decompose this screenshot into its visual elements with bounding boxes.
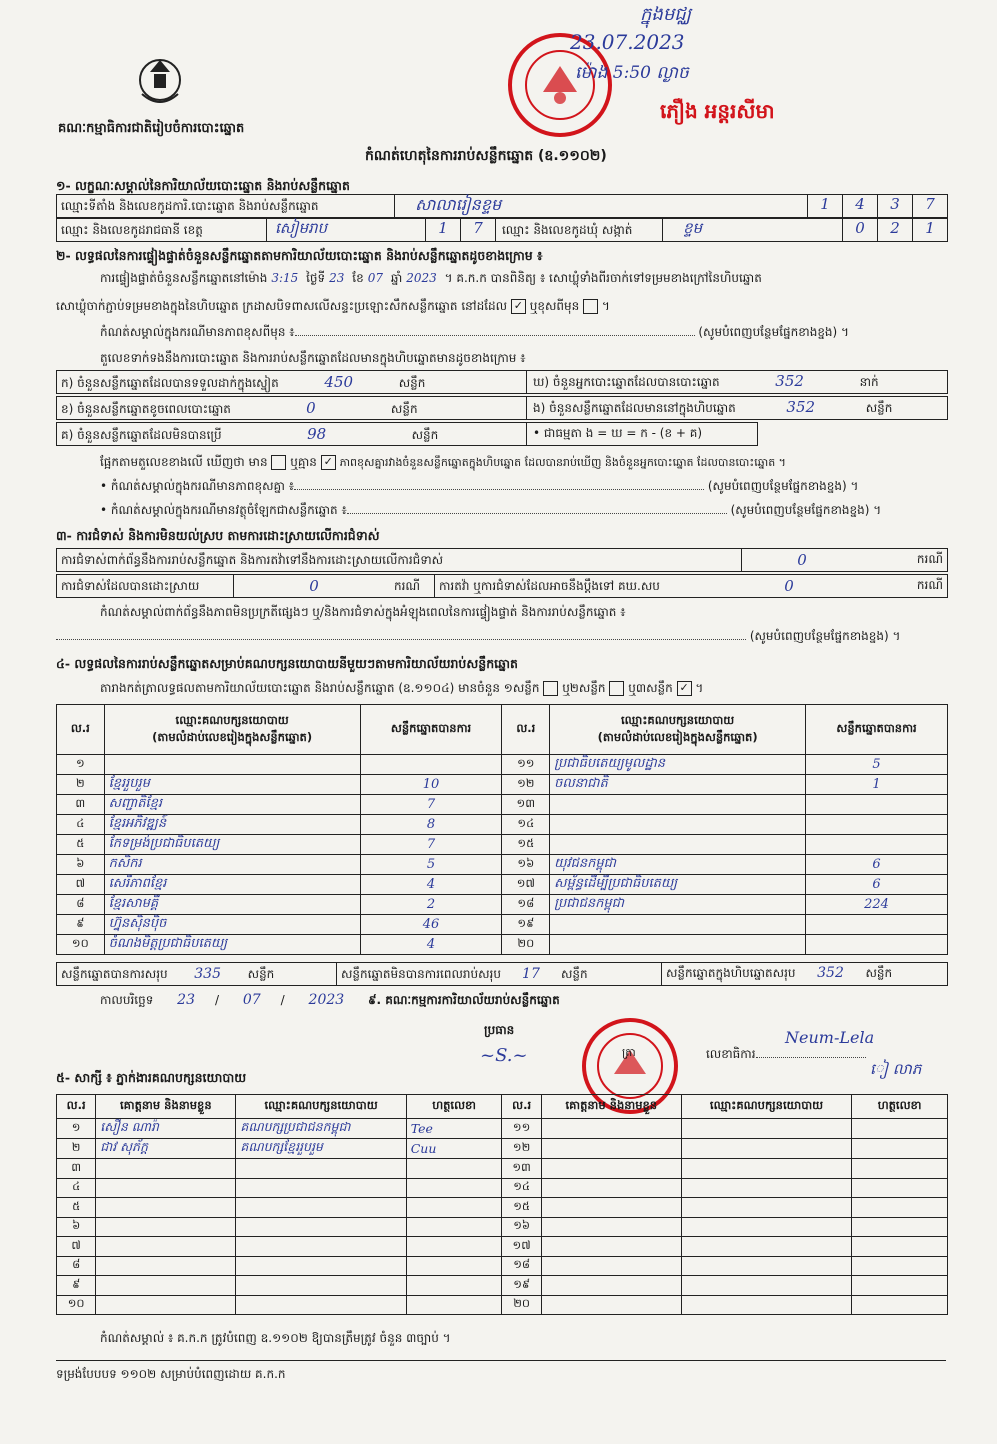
commission-name: គណៈកម្មាធិការជាតិរៀបចំការបោះឆ្នោត <box>58 121 245 136</box>
section3-title: ៣- ការជំទាស់ និងការមិនយល់ស្រប តាមការដោះស្រាយលើការជំទាស់ <box>56 528 380 543</box>
witness-name <box>541 1119 681 1139</box>
nec-logo <box>128 50 192 114</box>
row-kh: ខ) ចំនួនសន្លឹកឆ្នោតខូចពេលបោះឆ្នោត 0 សន្លឹក ង) ចំនួនសន្លឹកឆ្នោតដែលមាននៅក្នុងហិបឆ្នោត 352 សន្លឹក <box>56 396 948 420</box>
witness-signature <box>852 1276 948 1296</box>
party-no: ១៤ <box>502 815 550 835</box>
party-votes: 7 <box>360 835 502 855</box>
witness-name <box>541 1237 681 1257</box>
s2-line2: សោឃ្លុំចាក់ភ្ជាប់ទម្រមខាងក្នុងនៃហិបឆ្នោត ក្រដាសបិទពាសលើសន្ទះប្រឡោះសឹកសន្លឹកឆ្នោត នៅដដែល ✓ ឬខុសពីមុន ។ <box>56 299 610 313</box>
witness-party <box>236 1178 406 1198</box>
party-name: ខ្មែររួបរួម <box>104 775 360 795</box>
unchanged-checkbox[interactable]: ✓ <box>511 299 526 314</box>
witness-party <box>236 1295 406 1315</box>
stamp-date: 23.07.2023 <box>570 30 685 54</box>
result-row <box>57 815 948 835</box>
province-value: សៀមរាប <box>275 219 328 237</box>
witness-signature <box>406 1217 502 1237</box>
party-votes: 6 <box>806 875 948 895</box>
witness-signature: Cuu <box>406 1139 502 1159</box>
result-row <box>57 935 948 955</box>
party-votes: 5 <box>360 855 502 875</box>
witness-name <box>96 1217 236 1237</box>
party-votes <box>806 795 948 815</box>
party-votes: 8 <box>360 815 502 835</box>
witness-no: ១៧ <box>502 1237 541 1257</box>
stamp-time: ម៉ោង 5:50 ល្ងាច <box>575 63 689 83</box>
witness-signature <box>406 1159 502 1179</box>
party-name: ចំណងមិត្តប្រជាធិបតេយ្យ <box>104 935 360 955</box>
section1-title: ១- លក្ខណៈសម្គាល់នៃការិយាល័យបោះឆ្នោត និងរាប់សន្លឹកឆ្នោត <box>56 178 350 193</box>
witness-signature <box>852 1139 948 1159</box>
witness-name <box>96 1178 236 1198</box>
witness-row <box>57 1295 948 1315</box>
form-title: កំណត់ហេតុនៃការរាប់សន្លឹកឆ្នោត (ឧ.១១០២) <box>365 148 607 164</box>
party-name <box>550 835 806 855</box>
witness-no: ៦ <box>57 1217 96 1237</box>
party-no: ១៦ <box>502 855 550 875</box>
party-votes <box>806 815 948 835</box>
s3-note-fill: (សូមបំពេញបន្ថែមផ្នែកខាងខ្នង) ។ <box>56 628 900 646</box>
witness-no: ១៤ <box>502 1178 541 1198</box>
total-box: 352 <box>817 965 844 981</box>
ng-value: 352 <box>775 372 804 390</box>
witness-no: ២ <box>57 1139 96 1159</box>
s3-r1-value: 0 <box>797 551 807 569</box>
witness-no: ៤ <box>57 1178 96 1198</box>
witness-name: សឿន ណារ៉ា <box>96 1119 236 1139</box>
party-votes <box>806 835 948 855</box>
ch-value: 352 <box>786 398 816 416</box>
party-no: ១៥ <box>502 835 550 855</box>
party-no: ៤ <box>57 815 105 835</box>
party-name <box>550 795 806 815</box>
party-no: ១០ <box>57 935 105 955</box>
party-votes: 46 <box>360 915 502 935</box>
s4-intro: តារាងកត់ត្រាលទ្ធផលតាមការិយាល័យបោះឆ្នោត និងរាប់សន្លឹកឆ្នោត (ឧ.១១០៤) មានចំនួន ១សន្លឹក ឬ២សន្លឹក ឬ៣សន្លឹក ✓ ។ <box>100 681 704 695</box>
party-no: ១២ <box>502 775 550 795</box>
commune-label: ឈ្មោះ និងលេខកូដឃុំ សង្កាត់ <box>496 219 663 241</box>
row-g: គ) ចំនួនសន្លឹកឆ្នោតដែលមិនបានប្រើ 98 សន្លឹក • ជាធម្មតា ង = ឃ = ក - (ខ + គ) <box>56 422 758 446</box>
no-diff-checkbox[interactable]: ✓ <box>321 455 336 470</box>
witness-signature <box>852 1119 948 1139</box>
witness-name <box>541 1159 681 1179</box>
witness-signature <box>406 1276 502 1296</box>
witness-row <box>57 1178 948 1198</box>
witness-signature <box>852 1178 948 1198</box>
witness-row <box>57 1119 948 1139</box>
total-valid: 335 <box>194 966 221 982</box>
g-value: 98 <box>307 425 327 443</box>
witness-signature <box>406 1178 502 1198</box>
witness-party <box>681 1237 851 1257</box>
witness-name <box>96 1295 236 1315</box>
witness-no: ១០ <box>57 1295 96 1315</box>
party-votes <box>806 935 948 955</box>
witness-party <box>236 1256 406 1276</box>
party-name: ខ្មែរអភិវឌ្ឍន៍ <box>104 815 360 835</box>
witness-no: ១៦ <box>502 1217 541 1237</box>
witness-party <box>236 1276 406 1296</box>
party-votes: 224 <box>806 895 948 915</box>
result-row <box>57 915 948 935</box>
party-no: ៩ <box>57 915 105 935</box>
party-votes: 10 <box>360 775 502 795</box>
party-name <box>550 815 806 835</box>
witness-signature <box>852 1159 948 1179</box>
kh-value: 0 <box>306 399 316 417</box>
witness-party: គណបក្សប្រជាជនកម្ពុជា <box>236 1119 406 1139</box>
stamp-note: ក្នុងមជ្ឈ <box>640 4 692 25</box>
witness-party <box>681 1159 851 1179</box>
s2-line1: ការផ្ទៀងផ្ទាត់ចំនួនសន្លឹកឆ្នោតនៅម៉ោង 3:15 ថ្ងៃទី 23 ខែ 07 ឆ្នាំ 2023 ។ គ.ក.ក បានពិនិត្យ ៖ សោឃ្លុំទាំងពីរចាក់ទៅទម្រមខាងក្រៅនៃហិបឆ្នោត <box>100 271 762 285</box>
divider <box>56 1360 946 1361</box>
party-no: ៣ <box>57 795 105 815</box>
witness-signature <box>852 1198 948 1218</box>
witness-no: ៣ <box>57 1159 96 1179</box>
witness-no: ១៣ <box>502 1159 541 1179</box>
party-name: សញ្ជាតិខ្មែរ <box>104 795 360 815</box>
witness-signature <box>852 1217 948 1237</box>
s2-intro: តួលេខទាក់ទងនឹងការបោះឆ្នោត និងការរាប់សន្លឹកឆ្នោតដែលមានក្នុងហិបឆ្នោតមានដូចខាងក្រោម ៖ <box>100 351 526 365</box>
witness-party <box>236 1198 406 1218</box>
section2-title: ២- លទ្ធផលនៃការផ្ទៀងផ្ទាត់ចំនួនសន្លឹកឆ្នោតតាមការិយាល័យបោះឆ្នោត និងរាប់សន្លឹកឆ្នោតដូចខាងក្រោម ៖ <box>56 248 543 263</box>
chair-signature: ~S.~ <box>480 1045 528 1066</box>
k-value: 450 <box>324 373 354 391</box>
witness-name <box>96 1198 236 1218</box>
witness-name <box>541 1198 681 1218</box>
witness-no: ១២ <box>502 1139 541 1159</box>
province-label: ឈ្មោះ និងលេខកូដរាជធានី ខេត្ត <box>57 219 267 241</box>
witness-party <box>681 1178 851 1198</box>
party-name <box>550 915 806 935</box>
result-row <box>57 855 948 875</box>
result-row <box>57 875 948 895</box>
witness-name <box>541 1217 681 1237</box>
s1-row1 <box>56 194 948 218</box>
s2-note1: កំណត់សម្គាល់ក្នុងករណីមានភាពខុសពីមុន ៖ (សូមបំពេញបន្ថែមផ្នែកខាងខ្នង) ។ <box>100 325 849 339</box>
result-row <box>57 795 948 815</box>
secretary-name: ៀ លាភ <box>870 1060 922 1078</box>
witness-no: ៥ <box>57 1198 96 1218</box>
party-no: ១៨ <box>502 895 550 915</box>
result-row <box>57 775 948 795</box>
witness-no: ២០ <box>502 1295 541 1315</box>
witness-party <box>681 1198 851 1218</box>
witness-signature <box>406 1295 502 1315</box>
witness-party <box>681 1119 851 1139</box>
witness-row <box>57 1237 948 1257</box>
witness-name <box>541 1178 681 1198</box>
two-sheet-checkbox[interactable] <box>609 681 624 696</box>
witness-row <box>57 1276 948 1296</box>
stamp-label: ត្រា <box>622 1046 636 1059</box>
formula: • ជាធម្មតា ង = ឃ = ក - (ខ + គ) <box>533 426 703 440</box>
secretary-signature: Neum-Lela <box>785 1028 875 1047</box>
party-name: កែទម្រង់ប្រជាធិបតេយ្យ <box>104 835 360 855</box>
witness-party <box>681 1139 851 1159</box>
total-invalid: 17 <box>522 966 540 982</box>
party-no: ១ <box>57 755 105 775</box>
party-no: ១១ <box>502 755 550 775</box>
stamp-name: ភឿង អន្តរសីមា <box>660 99 775 123</box>
s2-check: ផ្អែកតាមតួលេខខាងលើ ឃើញថា មាន ឬគ្មាន ✓ ភាពខុសគ្នារវាងចំនួនសន្លឹកឆ្នោតក្នុងហិបឆ្នោត ដែលបានរាប់ឃើញ និងចំនួនអ្នកបោះឆ្នោត ដែលបានបោះឆ្នោត ។ <box>100 455 786 469</box>
section4-title: ៤- លទ្ធផលនៃការរាប់សន្លឹកឆ្នោតសម្រាប់គណបក្សនយោបាយនីមួយៗតាមការិយាល័យរាប់សន្លឹកឆ្នោត <box>56 656 518 671</box>
witness-row <box>57 1139 948 1159</box>
witness-no: ១៨ <box>502 1256 541 1276</box>
witness-no: ១ <box>57 1119 96 1139</box>
footnote: កំណត់សម្គាល់ ៖ គ.ក.ក ត្រូវបំពេញ ឧ.១១០២ ឱ្យបានត្រឹមត្រូវ ចំនួន ៣ច្បាប់ ។ <box>100 1331 451 1345</box>
witness-party <box>236 1237 406 1257</box>
witness-name <box>96 1276 236 1296</box>
witness-name <box>541 1139 681 1159</box>
s1-row2: ឈ្មោះ និងលេខកូដរាជធានី ខេត្ត សៀមរាប 1 7 ឈ្មោះ និងលេខកូដឃុំ សង្កាត់ ខ្ទម 0 2 1 <box>56 218 948 242</box>
party-no: ២ <box>57 775 105 795</box>
witness-party <box>681 1256 851 1276</box>
has-diff-checkbox[interactable] <box>271 455 286 470</box>
results-table: ល.រ ឈ្មោះគណបក្សនយោបាយ (តាមលំដាប់លេខរៀងក្នុងសន្លឹកឆ្នោត) សន្លឹកឆ្នោតបានការ ល.រ ឈ្មោះគណបក្សនយោបាយ (តាមលំដាប់លេខរៀងក្នុងសន្លឹកឆ្នោត) សន្លឹកឆ្នោតបានការ ១ ១១ ប្រជាធិបតេយ្យមូលដ្ឋាន 5 ២ ខ្មែររួបរួម 10 ១២ ចលនាជាតិ 1 ៣ សញ្ជាតិខ្មែរ 7 ១៣ ៤ ខ្មែរអភិវឌ្ឍន៍ 8 ១៤ ៥ កែទម្រង់ប្រជាធិបតេយ្យ 7 ១៥ ៦ កសិករ 5 ១៦ យុវជនកម្ពុជា 6 ៧ សេរីភាពខ្មែរ 4 ១៧ សម្ព័ន្ធដើម្បីប្រជាធិបតេយ្យ 6 ៨ ខ្មែរសាមគ្គី 2 ១៨ ប្រជាជនកម្ពុជា 224 ៩ ហ្វ៊ុនស៊ិនប៉ិច 46 ១៩ ១០ ចំណងមិត្តប្រជាធិបតេយ្យ 4 ២០ <box>56 704 948 955</box>
witness-signature <box>852 1237 948 1257</box>
witness-signature <box>406 1237 502 1257</box>
witness-no: ១៥ <box>502 1198 541 1218</box>
location-value: សាលារៀនខ្ទម <box>415 195 502 214</box>
witness-name: ជាវ សុភ័ក្ត <box>96 1139 236 1159</box>
witness-name <box>96 1256 236 1276</box>
party-name: ហ្វ៊ុនស៊ិនប៉ិច <box>104 915 360 935</box>
witness-row <box>57 1159 948 1179</box>
s3-r3-value: 0 <box>784 577 794 595</box>
party-name: កសិករ <box>104 855 360 875</box>
party-name <box>104 755 360 775</box>
location-code: 1 4 3 7 <box>807 195 947 217</box>
party-name: ខ្មែរសាមគ្គី <box>104 895 360 915</box>
witness-signature: Tee <box>406 1119 502 1139</box>
s2-note3: • កំណត់សម្គាល់ក្នុងករណីមានវត្ថុចំឡែកជាសន្លឹកឆ្នោត ៖ (សូមបំពេញបន្ថែមផ្នែកខាងខ្នង) ។ <box>100 503 882 517</box>
witness-signature <box>406 1198 502 1218</box>
party-no: ១៩ <box>502 915 550 935</box>
witness-name <box>96 1237 236 1257</box>
party-name <box>550 935 806 955</box>
witness-row <box>57 1198 948 1218</box>
party-no: ១៣ <box>502 795 550 815</box>
party-no: ១៧ <box>502 875 550 895</box>
s1-row1-label: ឈ្មោះទីតាំង និងលេខកូដការិ.បោះឆ្នោត និងរាប់សន្លឹកឆ្នោត <box>57 195 395 217</box>
result-row <box>57 835 948 855</box>
party-name: យុវជនកម្ពុជា <box>550 855 806 875</box>
party-no: ៦ <box>57 855 105 875</box>
party-votes: 2 <box>360 895 502 915</box>
party-votes: 6 <box>806 855 948 875</box>
party-votes <box>806 915 948 935</box>
result-row <box>57 755 948 775</box>
party-no: ៥ <box>57 835 105 855</box>
party-name: ប្រជាជនកម្ពុជា <box>550 895 806 915</box>
totals-row: សន្លឹកឆ្នោតបានការសរុប 335 សន្លឹក សន្លឹកឆ្នោតមិនបានការពេលរាប់សរុប 17 សន្លឹក សន្លឹកឆ្នោតក្នុងហិបឆ្នោតសរុប 352 សន្លឹក <box>56 962 948 986</box>
s3-row1: ការជំទាស់ពាក់ព័ន្ធនឹងការរាប់សន្លឹកឆ្នោត និងការតវ៉ាទៅនឹងការដោះស្រាយលើការជំទាស់ 0 ករណី <box>56 548 948 572</box>
witness-party <box>681 1217 851 1237</box>
party-votes: 4 <box>360 935 502 955</box>
witness-party <box>236 1159 406 1179</box>
s3-note: កំណត់សម្គាល់ពាក់ព័ន្ធនឹងភាពមិនប្រក្រតីផ្សេងៗ ឬ/និងការជំទាស់ក្នុងអំឡុងពេលនៃការផ្ទៀងផ្ទាត់ និងការរាប់សន្លឹកឆ្នោត ៖ <box>100 605 626 619</box>
witness-table: ល.រ គោត្តនាម និងនាមខ្លួន ឈ្មោះគណបក្សនយោបាយ ហត្ថលេខា ល.រ គោត្តនាម និងនាមខ្លួន ឈ្មោះគណបក្សនយោបាយ ហត្ថលេខា ១ សឿន ណារ៉ា គណបក្សប្រជាជនកម្ពុជា Tee ១១ ២ ជាវ សុភ័ក្ត គណបក្សខ្មែររួបរួម Cuu ១២ ៣ ១៣ ៤ ១៤ ៥ ១៥ ៦ ១៦ ៧ ១៧ ៨ ១៨ ៩ ១៩ ១០ ២០ <box>56 1094 948 1315</box>
witness-signature <box>406 1256 502 1276</box>
one-sheet-checkbox[interactable] <box>543 681 558 696</box>
s2-note2: • កំណត់សម្គាល់ក្នុងករណីមានភាពខុសគ្នា ៖ (សូមបំពេញបន្ថែមផ្នែកខាងខ្នង) ។ <box>100 479 859 493</box>
party-name: ប្រជាធិបតេយ្យមូលដ្ឋាន <box>550 755 806 775</box>
party-votes: 1 <box>806 775 948 795</box>
s3-row2: ការជំទាស់ដែលបានដោះស្រាយ 0 ករណី ការតវ៉ា ឬការជំទាស់ដែលអាចនឹងប្ដឹងទៅ គឃ.សប 0 ករណី <box>56 574 948 598</box>
commune-value: ខ្ទម <box>683 219 703 237</box>
chair-label: ប្រធាន <box>484 1023 515 1037</box>
witness-party <box>681 1295 851 1315</box>
three-sheet-checkbox[interactable]: ✓ <box>677 681 692 696</box>
witness-signature <box>852 1256 948 1276</box>
witness-party <box>236 1217 406 1237</box>
witness-party <box>681 1276 851 1296</box>
party-name: ចលនាជាតិ <box>550 775 806 795</box>
secretary-label: លេខាធិការ <box>706 1046 866 1064</box>
party-votes <box>360 755 502 775</box>
witness-party: គណបក្សខ្មែររួបរួម <box>236 1139 406 1159</box>
witness-name <box>96 1159 236 1179</box>
section5-title: ៥- សាក្សី ៖ ភ្នាក់ងារគណបក្សនយោបាយ <box>56 1070 247 1085</box>
party-name: សេរីភាពខ្មែរ <box>104 875 360 895</box>
witness-row <box>57 1217 948 1237</box>
witness-no: ៩ <box>57 1276 96 1296</box>
date-line: កាលបរិច្ឆេទ 23 / 07 / 2023 ៩. គណៈកម្មការការិយាល័យរាប់សន្លឹកឆ្នោត <box>100 992 560 1008</box>
witness-no: ៧ <box>57 1237 96 1257</box>
witness-no: ៨ <box>57 1256 96 1276</box>
party-votes: 7 <box>360 795 502 815</box>
witness-signature <box>852 1295 948 1315</box>
witness-name <box>541 1295 681 1315</box>
witness-no: ១១ <box>502 1119 541 1139</box>
result-row <box>57 895 948 915</box>
party-no: ៨ <box>57 895 105 915</box>
party-votes: 5 <box>806 755 948 775</box>
witness-no: ១៩ <box>502 1276 541 1296</box>
party-no: ៧ <box>57 875 105 895</box>
witness-name <box>541 1276 681 1296</box>
party-no: ២០ <box>502 935 550 955</box>
row-k: ក) ចំនួនសន្លឹកឆ្នោតដែលបានទទួលដាក់ក្នុងស្នៀត 450 សន្លឹក ឃ) ចំនួនអ្នកបោះឆ្នោតដែលបានបោះឆ្នោត 352 នាក់ <box>56 370 948 394</box>
party-name: សម្ព័ន្ធដើម្បីប្រជាធិបតេយ្យ <box>550 875 806 895</box>
s3-r2-value: 0 <box>309 577 319 595</box>
changed-checkbox[interactable] <box>583 299 598 314</box>
witness-row <box>57 1256 948 1276</box>
party-votes: 4 <box>360 875 502 895</box>
form-footer: ទម្រង់បែបបទ ១១០២ សម្រាប់បំពេញដោយ គ.ក.ក <box>56 1367 286 1381</box>
witness-name <box>541 1256 681 1276</box>
